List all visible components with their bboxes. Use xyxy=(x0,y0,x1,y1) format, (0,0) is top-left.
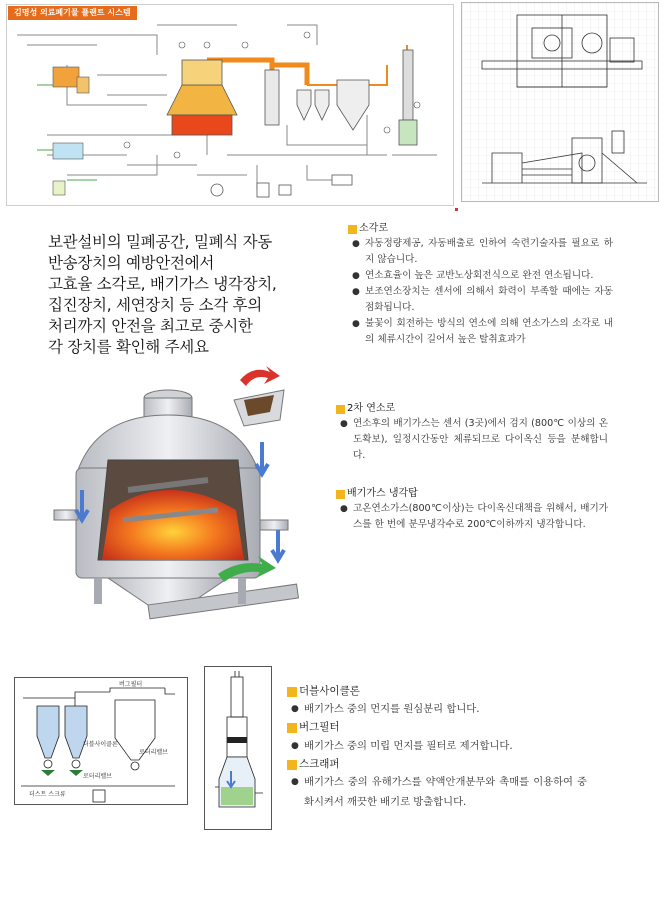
section-title: 2차 연소로 xyxy=(347,403,396,414)
section-title: 스크래퍼 xyxy=(299,757,340,770)
bullet-icon: ● xyxy=(352,271,360,281)
plant-layout-svg xyxy=(462,3,658,201)
process-flow-diagram xyxy=(6,4,454,206)
bullet-text: 배기가스 중의 유해가스를 약액안개분무와 촉매를 이용하여 중화시켜서 깨끗한 배기로 방출합니다. xyxy=(304,776,587,808)
square-marker-icon xyxy=(287,723,297,733)
plant-layout-drawing xyxy=(461,2,659,202)
section-lower-group xyxy=(287,683,587,812)
cyclone-bagfilter-diagram xyxy=(14,677,188,805)
bullet-text: 연소후의 배기가스는 센서 (3곳)에서 검지 (800℃ 이상의 온도확보), 일정시간동안 체류되므로 다이옥신 등을 분해합니다. xyxy=(353,418,608,461)
bullet-item xyxy=(340,501,608,533)
bullet-item xyxy=(291,737,587,757)
bullet-text: 자동정량제공, 자동배출로 인하여 숙련기술자를 필요로 하지 않습니다. xyxy=(365,238,613,265)
intro-line: 보관설비의 밀폐공간, 밀폐식 자동 xyxy=(48,233,272,251)
section-heading xyxy=(336,487,608,501)
bullet-icon: ● xyxy=(291,740,299,751)
bullet-text: 배기가스 중의 먼지를 원심분리 합니다. xyxy=(304,703,480,715)
section-heading xyxy=(348,222,613,236)
bullet-text: 배기가스 중의 미립 먼지를 필터로 제거합니다. xyxy=(304,739,513,752)
bag-filter-label: 버그필터 xyxy=(119,681,143,688)
furnace-svg xyxy=(48,360,332,630)
bullet-item xyxy=(352,316,613,348)
square-marker-icon xyxy=(287,687,297,697)
section-title: 더블사이클론 xyxy=(299,684,360,697)
bullet-icon: ● xyxy=(340,504,348,514)
process-diagram-title: 김명성 의료폐기물 플랜트 시스템 xyxy=(8,6,137,20)
bullet-item xyxy=(291,700,587,720)
bullet-icon: ● xyxy=(340,419,348,429)
bullet-icon: ● xyxy=(352,319,360,329)
section-incinerator xyxy=(348,222,613,348)
double-cyclone-label: 더블사이클론 xyxy=(83,741,118,748)
scrubber-svg xyxy=(205,667,271,829)
scrubber-diagram xyxy=(204,666,272,830)
intro-line: 반송장치의 예방안전에서 xyxy=(48,254,215,272)
dust-conveyor-label: 더스트 스크류 xyxy=(29,791,66,798)
bullet-item xyxy=(340,416,608,464)
rotary-valve-label: 로터리밸브 xyxy=(83,773,112,780)
bullet-text: 보조연소장치는 센서에 의해서 화력이 부족할 때에는 자동 점화됩니다. xyxy=(365,286,613,313)
section-title: 소각로 xyxy=(359,223,388,234)
section-secondary-combustion xyxy=(336,402,608,464)
section-heading-double-cyclone xyxy=(287,683,587,700)
square-marker-icon xyxy=(336,405,345,414)
intro-text xyxy=(48,232,340,358)
bullet-icon: ● xyxy=(352,287,360,297)
bullet-item xyxy=(291,773,587,812)
decorative-dot xyxy=(455,208,458,211)
square-marker-icon xyxy=(348,225,357,234)
section-cooling-tower xyxy=(336,487,608,533)
intro-line: 집진장치, 세연장치 등 소각 후의 xyxy=(48,296,262,314)
intro-line: 고효율 소각로, 배기가스 냉각장치, xyxy=(48,275,277,293)
bullet-icon: ● xyxy=(291,704,299,714)
bullet-item xyxy=(352,236,613,268)
square-marker-icon xyxy=(287,760,297,770)
bullet-text: 연소효율이 높은 교반노상회전식으로 완전 연소됩니다. xyxy=(365,270,594,281)
rotary-valve-label: 로터리밸브 xyxy=(139,749,168,756)
section-heading-bag-filter xyxy=(287,720,587,737)
bullet-item xyxy=(352,284,613,316)
intro-line: 처리까지 안전을 최고로 중시한 xyxy=(48,317,253,335)
bullet-icon: ● xyxy=(352,239,360,249)
square-marker-icon xyxy=(336,490,345,499)
bullet-text: 고온연소가스(800℃이상)는 다이옥신대책을 위해서, 배기가스를 한 번에 분무냉각수로 200℃이하까지 냉각합니다. xyxy=(353,503,608,530)
intro-line: 각 장치를 확인해 주세요 xyxy=(48,338,209,356)
section-heading-scrubber xyxy=(287,756,587,773)
furnace-illustration xyxy=(48,360,332,630)
section-title: 배기가스 냉각탑 xyxy=(347,488,418,499)
bullet-icon: ● xyxy=(291,777,299,787)
cyclone-svg xyxy=(15,678,187,804)
process-flow-svg xyxy=(7,5,453,205)
bullet-item xyxy=(352,268,613,284)
bullet-text: 불꽃이 회전하는 방식의 연소에 의해 연소가스의 소각로 내의 체류시간이 길어서 높은 탈취효과가 xyxy=(365,318,613,345)
section-title: 버그필터 xyxy=(299,721,340,734)
section-heading xyxy=(336,402,608,416)
